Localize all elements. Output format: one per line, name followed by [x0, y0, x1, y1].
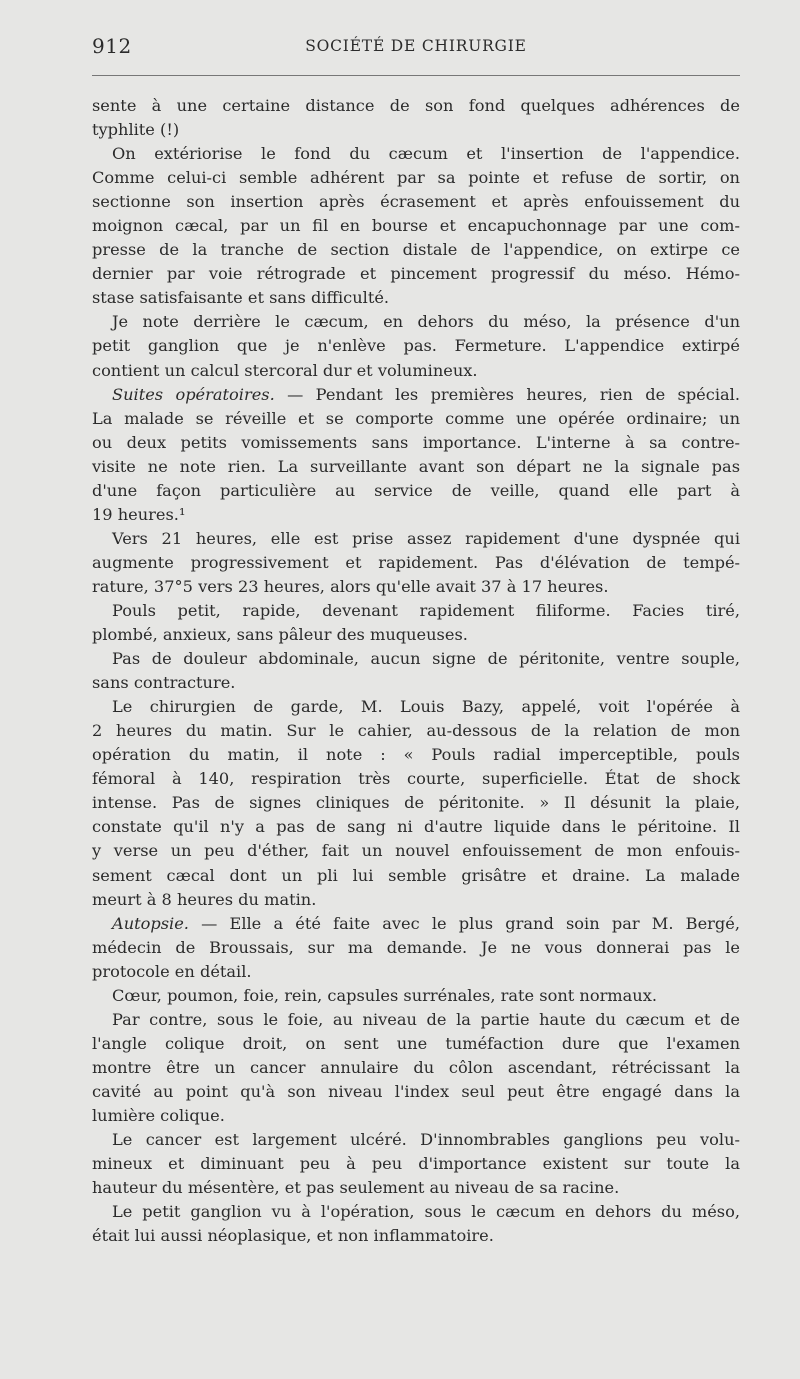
text-line — [92, 839, 740, 863]
text-line — [92, 815, 740, 839]
line-text: meurt à 8 heures du matin. — [92, 889, 317, 909]
text-line — [92, 359, 740, 383]
text-line — [92, 1200, 740, 1224]
line-text: Pas de douleur abdominale, aucun signe de péritonite, ventre souple, — [112, 649, 740, 669]
line-text: Vers 21 heures, elle est prise assez rapidement d'une dyspnée qui — [112, 528, 740, 548]
text-line — [92, 984, 740, 1008]
line-text: opération du matin, il note : « Pouls radial imperceptible, pouls — [92, 745, 740, 765]
line-text: Je note derrière le cæcum, en dehors du méso, la présence d'un — [112, 312, 740, 332]
text-line — [92, 936, 740, 960]
paragraph — [92, 695, 740, 911]
section-heading: Suites opératoires. — [112, 384, 275, 404]
running-title: SOCIÉTÉ DE CHIRURGIE — [305, 37, 527, 55]
paragraph — [92, 142, 740, 310]
line-text: sectionne son insertion après écrasement et après enfouissement du — [92, 192, 740, 212]
text-line — [92, 743, 740, 767]
text-line — [92, 575, 740, 599]
line-text: typhlite (!) — [92, 120, 180, 140]
text-line — [92, 1128, 740, 1152]
line-text: Par contre, sous le foie, au niveau de la partie haute du cæcum et de — [112, 1009, 740, 1029]
line-text: Comme celui-ci semble adhérent par sa pointe et refuse de sortir, on — [92, 168, 740, 188]
line-text: Cœur, poumon, foie, rein, capsules surrénales, rate sont normaux. — [112, 985, 658, 1005]
page-header — [92, 34, 740, 62]
line-text: visite ne note rien. La surveillante avant son départ ne la signale pas — [92, 456, 740, 476]
paragraph — [92, 383, 740, 527]
line-text: plombé, anxieux, sans pâleur des muqueuses. — [92, 625, 468, 645]
text-line — [92, 262, 740, 286]
line-text: contient un calcul stercoral dur et volumineux. — [92, 360, 478, 380]
paragraph — [92, 912, 740, 984]
text-line — [92, 431, 740, 455]
line-text: — Pendant les premières heures, rien de spécial. — [274, 384, 740, 404]
line-text: 19 heures.¹ — [92, 504, 186, 524]
text-line — [92, 719, 740, 743]
paragraph — [92, 1128, 740, 1200]
text-line — [92, 623, 740, 647]
text-line — [92, 1176, 740, 1200]
line-text: dernier par voie rétrograde et pincement progressif du méso. Hémo- — [92, 264, 740, 284]
line-text: augmente progressivement et rapidement. Pas d'élévation de tempé- — [92, 552, 740, 572]
line-text: y verse un peu d'éther, fait un nouvel enfouissement de mon enfouis- — [92, 841, 740, 861]
line-text: montre être un cancer annulaire du côlon ascendant, rétrécissant la — [92, 1057, 740, 1077]
text-line — [92, 118, 740, 142]
text-line — [92, 1104, 740, 1128]
text-line — [92, 1056, 740, 1080]
text-line — [92, 527, 740, 551]
text-line — [92, 166, 740, 190]
line-text: d'une façon particulière au service de veille, quand elle part à — [92, 480, 740, 500]
text-line — [92, 190, 740, 214]
line-text: était lui aussi néoplasique, et non inflammatoire. — [92, 1226, 494, 1246]
text-line — [92, 1032, 740, 1056]
line-text: Le cancer est largement ulcéré. D'innombrables ganglions peu volu- — [112, 1130, 740, 1150]
line-text: ou deux petits vomissements sans importance. L'interne à sa contre- — [92, 432, 740, 452]
text-line — [92, 286, 740, 310]
text-line — [92, 864, 740, 888]
text-line — [92, 383, 740, 407]
text-line — [92, 671, 740, 695]
text-line — [92, 647, 740, 671]
line-text: protocole en détail. — [92, 961, 252, 981]
line-text: fémoral à 140, respiration très courte, superficielle. État de shock — [92, 769, 740, 789]
line-text: stase satisfaisante et sans difficulté. — [92, 288, 390, 308]
text-line — [92, 767, 740, 791]
header-rule — [92, 75, 740, 76]
text-line — [92, 94, 740, 118]
line-text: Le chirurgien de garde, M. Louis Bazy, appelé, voit l'opérée à — [112, 697, 740, 717]
line-text: intense. Pas de signes cliniques de péritonite. » Il désunit la plaie, — [92, 793, 740, 813]
paragraph — [92, 1008, 740, 1128]
text-line — [92, 310, 740, 334]
text-line — [92, 238, 740, 262]
line-text: sente à une certaine distance de son fond quelques adhérences de — [92, 96, 740, 115]
text-line — [92, 1008, 740, 1032]
text-line — [92, 214, 740, 238]
text-line — [92, 599, 740, 623]
line-text: l'angle colique droit, on sent une tuméfaction dure que l'examen — [92, 1033, 740, 1053]
line-text: rature, 37°5 vers 23 heures, alors qu'elle avait 37 à 17 heures. — [92, 576, 609, 596]
paragraph — [92, 984, 740, 1008]
line-text: moignon cæcal, par un fil en bourse et encapuchonnage par une com- — [92, 216, 740, 236]
line-text: sans contracture. — [92, 673, 236, 693]
line-text: hauteur du mésentère, et pas seulement au niveau de sa racine. — [92, 1178, 620, 1198]
line-text: mineux et diminuant peu à peu d'importance existent sur toute la — [92, 1154, 740, 1174]
line-text: — Elle a été faite avec le plus grand soin par M. Bergé, — [188, 913, 740, 933]
line-text: Le petit ganglion vu à l'opération, sous le cæcum en dehors du méso, — [112, 1202, 740, 1222]
text-line — [92, 1152, 740, 1176]
paragraph — [92, 599, 740, 647]
paragraph — [92, 310, 740, 382]
section-heading: Autopsie. — [112, 913, 189, 933]
line-text: constate qu'il n'y a pas de sang ni d'autre liquide dans le péritoine. Il — [92, 817, 740, 837]
text-line — [92, 888, 740, 912]
line-text: La malade se réveille et se comporte comme une opérée ordinaire; un — [92, 408, 740, 428]
line-text: presse de la tranche de section distale de l'appendice, on extirpe ce — [92, 240, 740, 260]
text-line — [92, 695, 740, 719]
text-line — [92, 791, 740, 815]
line-text: 2 heures du matin. Sur le cahier, au-dessous de la relation de mon — [92, 721, 740, 741]
text-line — [92, 551, 740, 575]
line-text: cavité au point qu'à son niveau l'index seul peut être engagé dans la — [92, 1081, 740, 1101]
text-line — [92, 334, 740, 358]
body-text — [92, 94, 740, 1248]
line-text: Pouls petit, rapide, devenant rapidement filiforme. Facies tiré, — [112, 600, 740, 620]
paragraph — [92, 647, 740, 695]
text-line — [92, 479, 740, 503]
page-number: 912 — [92, 34, 132, 58]
line-text: médecin de Broussais, sur ma demande. Je ne vous donnerai pas le — [92, 937, 740, 957]
line-text: sement cæcal dont un pli lui semble grisâtre et draine. La malade — [92, 865, 740, 885]
paragraph — [92, 527, 740, 599]
text-line — [92, 407, 740, 431]
line-text: On extériorise le fond du cæcum et l'insertion de l'appendice. — [112, 144, 740, 164]
line-text: lumière colique. — [92, 1105, 225, 1125]
text-line — [92, 960, 740, 984]
paragraph — [92, 1200, 740, 1248]
text-line — [92, 912, 740, 936]
paragraph — [92, 94, 740, 142]
text-line — [92, 1080, 740, 1104]
line-text: petit ganglion que je n'enlève pas. Fermeture. L'appendice extirpé — [92, 336, 740, 356]
text-line — [92, 142, 740, 166]
text-line — [92, 455, 740, 479]
text-line — [92, 503, 740, 527]
text-line — [92, 1224, 740, 1248]
